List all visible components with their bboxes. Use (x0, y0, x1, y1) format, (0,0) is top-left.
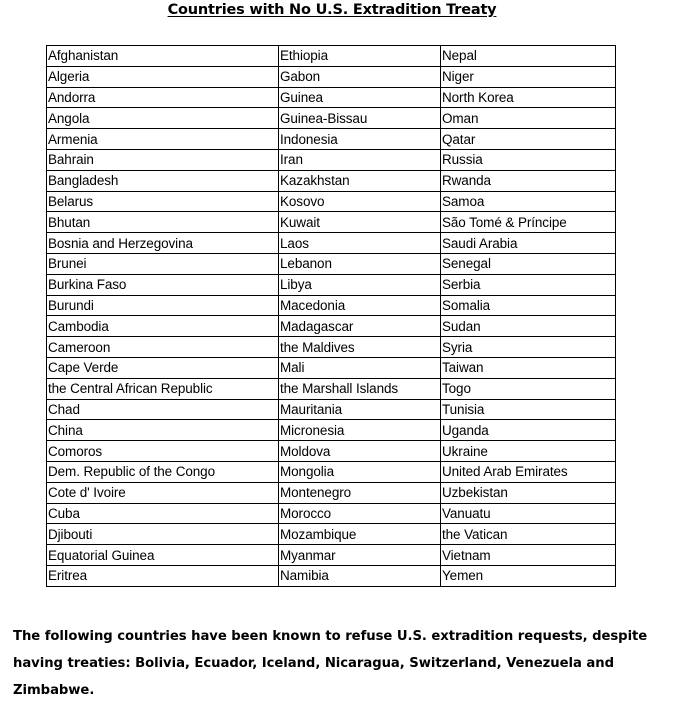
table-row (47, 357, 616, 378)
table-cell: Belarus (47, 191, 279, 212)
table-cell: Somalia (441, 295, 616, 316)
table-row (47, 108, 616, 129)
table-cell: Algeria (47, 66, 279, 87)
table-cell: Nepal (441, 46, 616, 67)
table-row (47, 316, 616, 337)
table-row (47, 565, 616, 586)
table-cell: Guinea (279, 87, 441, 108)
table-cell: Russia (441, 149, 616, 170)
table-row (47, 66, 616, 87)
table-cell: Vietnam (441, 545, 616, 566)
table-cell: Mauritania (279, 399, 441, 420)
table-cell: Rwanda (441, 170, 616, 191)
table-cell: Sudan (441, 316, 616, 337)
table-cell: Madagascar (279, 316, 441, 337)
table-cell: Iran (279, 149, 441, 170)
table-cell: Kazakhstan (279, 170, 441, 191)
table-cell: Brunei (47, 253, 279, 274)
table-cell: North Korea (441, 87, 616, 108)
table-row (47, 337, 616, 358)
table-cell: Serbia (441, 274, 616, 295)
table-row (47, 212, 616, 233)
table-row (47, 87, 616, 108)
table-cell: Oman (441, 108, 616, 129)
table-cell: Moldova (279, 441, 441, 462)
table-cell: Lebanon (279, 253, 441, 274)
table-row (47, 149, 616, 170)
table-row (47, 399, 616, 420)
table-cell: Indonesia (279, 129, 441, 150)
table-cell: Armenia (47, 129, 279, 150)
table-row (47, 420, 616, 441)
table-row (47, 482, 616, 503)
table-cell: Ukraine (441, 441, 616, 462)
table-cell: Mali (279, 357, 441, 378)
table-cell: United Arab Emirates (441, 461, 616, 482)
table-row (47, 233, 616, 254)
table-cell: Cameroon (47, 337, 279, 358)
table-cell: Burkina Faso (47, 274, 279, 295)
table-cell: Samoa (441, 191, 616, 212)
table-cell: Bangladesh (47, 170, 279, 191)
table-row (47, 274, 616, 295)
table-cell: the Central African Republic (47, 378, 279, 399)
table-cell: Burundi (47, 295, 279, 316)
table-cell: Namibia (279, 565, 441, 586)
table-cell: Taiwan (441, 357, 616, 378)
table-cell: the Marshall Islands (279, 378, 441, 399)
table-cell: Niger (441, 66, 616, 87)
table-cell: Cambodia (47, 316, 279, 337)
table-cell: Senegal (441, 253, 616, 274)
table-row (47, 295, 616, 316)
table-cell: Mozambique (279, 524, 441, 545)
table-cell: Gabon (279, 66, 441, 87)
table-cell: Libya (279, 274, 441, 295)
table-cell: Micronesia (279, 420, 441, 441)
table-cell: Togo (441, 378, 616, 399)
table-cell: Uzbekistan (441, 482, 616, 503)
countries-table-body (47, 46, 616, 587)
table-cell: Uganda (441, 420, 616, 441)
table-cell: Dem. Republic of the Congo (47, 461, 279, 482)
table-cell: Tunisia (441, 399, 616, 420)
page-title: Countries with No U.S. Extradition Treaty (167, 2, 497, 18)
table-cell: Andorra (47, 87, 279, 108)
table-cell: Guinea-Bissau (279, 108, 441, 129)
table-cell: Afghanistan (47, 46, 279, 67)
table-cell: Bosnia and Herzegovina (47, 233, 279, 254)
table-row (47, 461, 616, 482)
table-row (47, 129, 616, 150)
extradition-note: The following countries have been known to refuse U.S. extradition requests, despite having treaties: Bolivia, Ecuador, Iceland, Nicaragua, Switzerland, Venezuela and Zimbabwe. (13, 629, 648, 698)
table-cell: Djibouti (47, 524, 279, 545)
table-cell: the Vatican (441, 524, 616, 545)
countries-table (46, 45, 616, 587)
table-cell: Yemen (441, 565, 616, 586)
table-cell: Cote d' Ivoire (47, 482, 279, 503)
table-cell: the Maldives (279, 337, 441, 358)
table-cell: Qatar (441, 129, 616, 150)
table-cell: Macedonia (279, 295, 441, 316)
table-cell: Montenegro (279, 482, 441, 503)
table-cell: Eritrea (47, 565, 279, 586)
table-cell: Vanuatu (441, 503, 616, 524)
table-row (47, 253, 616, 274)
table-row (47, 545, 616, 566)
table-row (47, 378, 616, 399)
table-row (47, 524, 616, 545)
table-cell: Chad (47, 399, 279, 420)
table-row (47, 170, 616, 191)
table-cell: China (47, 420, 279, 441)
table-cell: São Tomé & Príncipe (441, 212, 616, 233)
table-row (47, 441, 616, 462)
table-cell: Equatorial Guinea (47, 545, 279, 566)
table-cell: Kuwait (279, 212, 441, 233)
table-cell: Comoros (47, 441, 279, 462)
table-cell: Kosovo (279, 191, 441, 212)
table-row (47, 503, 616, 524)
table-cell: Angola (47, 108, 279, 129)
table-cell: Bahrain (47, 149, 279, 170)
table-row (47, 46, 616, 67)
table-cell: Laos (279, 233, 441, 254)
table-row (47, 191, 616, 212)
table-cell: Bhutan (47, 212, 279, 233)
table-cell: Morocco (279, 503, 441, 524)
table-cell: Syria (441, 337, 616, 358)
table-cell: Saudi Arabia (441, 233, 616, 254)
table-cell: Cuba (47, 503, 279, 524)
table-cell: Myanmar (279, 545, 441, 566)
table-cell: Ethiopia (279, 46, 441, 67)
table-cell: Mongolia (279, 461, 441, 482)
table-cell: Cape Verde (47, 357, 279, 378)
